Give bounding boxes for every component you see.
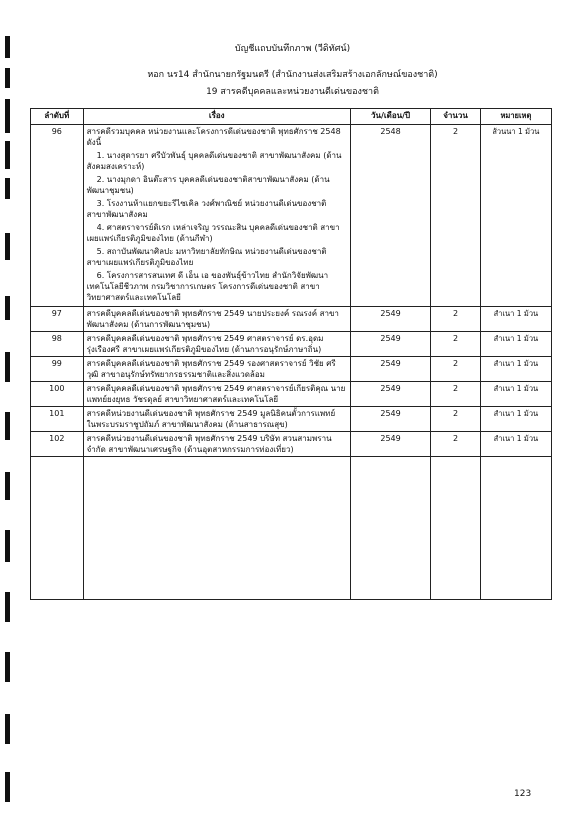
page-number: 123 — [514, 789, 532, 799]
column-header-date: วัน/เดือน/ปี — [350, 109, 430, 125]
row-story: สารคดีบุคคลดีเด่นของชาติ พุทธศักราช 2549 ศาสตราจารย์เกียรติคุณ นายแพทย์ยงยุทธ วัชรดุลย์ สาขาวิทยาศาสตร์และเทคโนโลยี — [83, 382, 350, 407]
column-header-count: จำนวน — [431, 109, 481, 125]
empty-cell — [480, 457, 551, 600]
table-row — [31, 407, 552, 432]
row-note: สำเนา 1 ม้วน — [480, 332, 551, 357]
column-header-no: ลำดับที่ — [31, 109, 84, 125]
binder-mark — [5, 178, 10, 199]
table-row — [31, 125, 552, 307]
binder-mark — [5, 99, 10, 133]
series-line: 19 สารคดีบุคคลและหน่วยงานดีเด่นของชาติ — [206, 87, 379, 97]
binder-mark — [5, 472, 10, 500]
row-subitem: 3. โรงงานห้าแยกขยะรีไซเคิล วงศ์พาณิชย์ หน่วยงานดีเด่นของชาติ สาขาพัฒนาสังคม — [86, 199, 327, 219]
row-number: 101 — [31, 407, 84, 432]
row-subitem: 1. นางสุดารยา ศรีบัวพันธุ์ บุคคลดีเด่นของชาติ สาขาพัฒนาสังคม (ด้านสังคมสงเคราะห์) — [86, 151, 342, 171]
row-date: 2548 — [350, 125, 430, 307]
row-date: 2549 — [350, 357, 430, 382]
column-header-note: หมายเหตุ — [480, 109, 551, 125]
row-count: 2 — [431, 332, 481, 357]
row-number: 102 — [31, 432, 84, 457]
empty-cell — [31, 457, 84, 600]
row-count: 2 — [431, 307, 481, 332]
binder-mark — [5, 233, 10, 260]
row-date: 2549 — [350, 307, 430, 332]
row-count: 2 — [431, 382, 481, 407]
binder-mark — [5, 412, 10, 440]
table-row — [31, 307, 552, 332]
binder-mark — [5, 296, 10, 320]
binder-mark — [5, 352, 10, 382]
row-count: 2 — [431, 357, 481, 382]
row-subitem: 4. ศาสตราจารย์ดิเรก เหล่าเจริญ วรรณะสิน บุคคลดีเด่นของชาติ สาขาเผยแพร่เกียรติภูมิของไทย (ด้านกีฬา) — [86, 223, 340, 243]
row-subitem: 5. สถาบันพัฒนาศิลปะ มหาวิทยาลัยทักษิณ หน่วยงานดีเด่นของชาติ สาขาเผยแพร่เกียรติภูมิของไทย — [86, 247, 327, 267]
binder-mark — [5, 592, 10, 622]
row-note: สำเนา 1 ม้วน — [480, 357, 551, 382]
row-story: สารคดีบุคคลดีเด่นของชาติ พุทธศักราช 2549 นายประยงค์ รณรงค์ สาขาพัฒนาสังคม (ด้านการพัฒนาชุมชน) — [83, 307, 350, 332]
table-row — [31, 357, 552, 382]
table-row — [31, 432, 552, 457]
row-note: สำเนา 1 ม้วน — [480, 307, 551, 332]
row-story: สารคดีหน่วยงานดีเด่นของชาติ พุทธศักราช 2549 มูลนิธิคนตั้วการแพทย์ ในพระบรมราชูปถัมภ์ สาขาพัฒนาสังคม (ด้านสาธารณสุข) — [83, 407, 350, 432]
row-number: 98 — [31, 332, 84, 357]
row-note: สำเนา 1 ม้วน — [480, 407, 551, 432]
binder-mark — [5, 141, 10, 169]
agency-line: หอก นร14 สำนักนายกรัฐมนตรี (สำนักงานส่งเสริมสร้างเอกลักษณ์ของชาติ) — [147, 70, 438, 80]
empty-cell — [83, 457, 350, 600]
row-number: 100 — [31, 382, 84, 407]
row-subitem: 6. โครงการสารสนเทศ ดี เอ็น เอ ของพันธุ์ข้าวไทย สำนักวิจัยพัฒนาเทคโนโลยีชีวภาพ กรมวิชาการเกษตร โครงการดีเด่นของชาติ สาขาวิทยาศาสตร์และเทคโนโลยี — [86, 271, 329, 302]
row-story: สารคดีหน่วยงานดีเด่นของชาติ พุทธศักราช 2549 บริษัท สวนสามพราน จำกัด สาขาพัฒนาเศรษฐกิจ (ด้านอุตสาหกรรมการท่องเที่ยว) — [83, 432, 350, 457]
row-story — [83, 125, 350, 307]
binder-mark — [5, 714, 10, 744]
table-row — [31, 332, 552, 357]
empty-cell — [431, 457, 481, 600]
table-row — [31, 382, 552, 407]
table-empty-space — [31, 457, 552, 600]
row-date: 2549 — [350, 407, 430, 432]
row-date: 2549 — [350, 432, 430, 457]
records-table — [30, 108, 552, 600]
binder-mark — [5, 652, 10, 682]
row-story-intro: สารคดีรวมบุคคล หน่วยงานและโครงการดีเด่นของชาติ พุทธศักราช 2548 ดังนี้ — [86, 127, 341, 147]
row-note: ส้วนนา 1 ม้วน — [480, 125, 551, 307]
row-note: สำเนา 1 ม้วน — [480, 382, 551, 407]
table-header-row — [31, 109, 552, 125]
row-count: 2 — [431, 125, 481, 307]
document-title: บัญชีแถบบันทึกภาพ (วีดิทัศน์) — [234, 44, 351, 54]
row-note: สำเนา 1 ม้วน — [480, 432, 551, 457]
binder-mark — [5, 772, 10, 802]
row-subitem: 2. นางมุกดา อินต๊ะสาร บุคคลดีเด่นของชาติสาขาพัฒนาสังคม (ด้านพัฒนาชุมชน) — [86, 175, 330, 195]
empty-cell — [350, 457, 430, 600]
row-number: 99 — [31, 357, 84, 382]
row-number: 97 — [31, 307, 84, 332]
row-number: 96 — [31, 125, 84, 307]
row-count: 2 — [431, 432, 481, 457]
row-story: สารคดีบุคคลดีเด่นของชาติ พุทธศักราช 2549 ศาสตราจารย์ ดร.อุดม รุ่งเรืองศรี สาขาเผยแพร่เกียรติภูมิของไทย (ด้านการอนุรักษ์ภาษาถิ่น) — [83, 332, 350, 357]
binder-mark — [5, 530, 10, 562]
row-count: 2 — [431, 407, 481, 432]
column-header-story: เรื่อง — [83, 109, 350, 125]
row-date: 2549 — [350, 382, 430, 407]
row-date: 2549 — [350, 332, 430, 357]
row-story: สารคดีบุคคลดีเด่นของชาติ พุทธศักราช 2549 รองศาสตราจารย์ วิชัย ศรีวุฒิ สาขาอนุรักษ์ทรัพยากรธรรมชาติและสิ่งแวดล้อม — [83, 357, 350, 382]
